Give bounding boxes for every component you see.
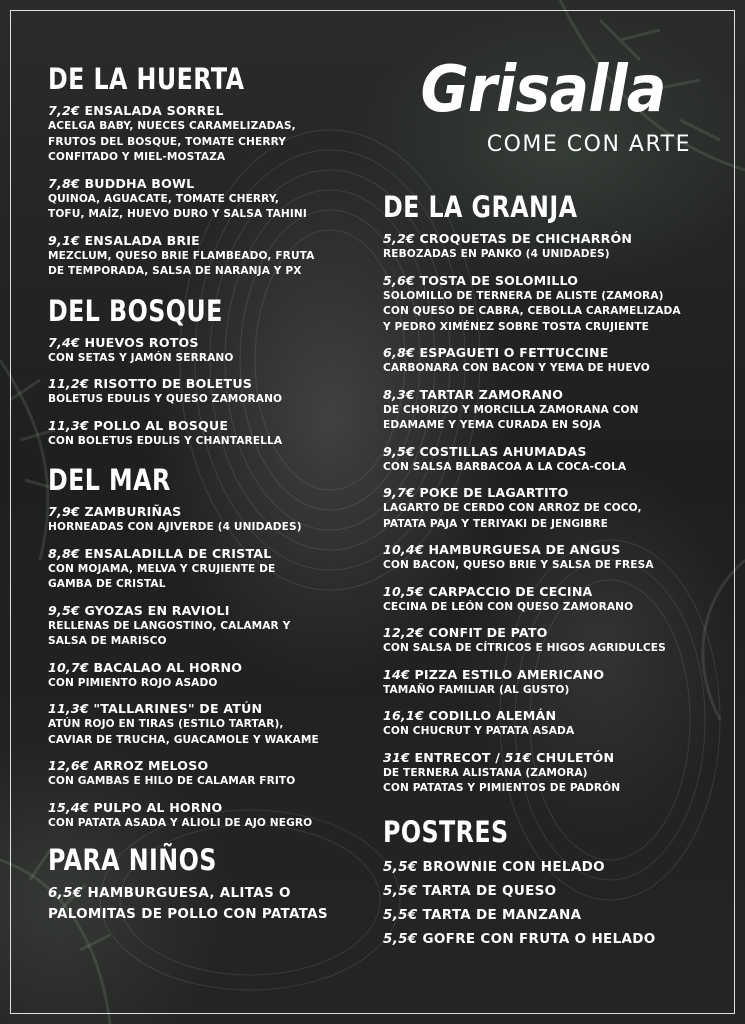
item-price: 5,5€ [383, 906, 418, 923]
item-description [383, 558, 713, 574]
menu-item [48, 602, 358, 650]
item-price: 10,7€ [48, 659, 89, 675]
item-price: 5,5€ [383, 882, 418, 899]
desc-line: MEZCLUM, QUESO BRIE FLAMBEADO, FRUTA [48, 249, 315, 262]
menu-item [383, 230, 713, 263]
item-name: HUEVOS ROTOS [84, 334, 199, 350]
item-name: PULPO AL HORNO [93, 799, 223, 815]
item-description [383, 247, 713, 263]
desc-line: CON PATATA ASADA Y ALIOLI DE AJO NEGRO [48, 816, 313, 829]
menu-item [48, 503, 358, 536]
desc-line: CON SALSA BARBACOA A LA COCA-COLA [383, 460, 627, 473]
item-price: 7,9€ [48, 504, 80, 519]
item-name: POLLO AL BOSQUE [93, 417, 229, 433]
item-name: ENTRECOT / [414, 749, 501, 765]
item-name: RISOTTO DE BOLETUS [93, 376, 253, 391]
menu-item [383, 443, 713, 476]
item-description [383, 724, 713, 740]
item-description [48, 816, 358, 832]
item-name: HAMBURGUESA, ALITAS O [87, 885, 291, 901]
item-name: CROQUETAS DE CHICHARRÓN [419, 231, 633, 246]
desc-line: SOLOMILLO DE TERNERA DE ALISTE (ZAMORA) [383, 289, 664, 302]
item-price: 12,2€ [383, 625, 424, 640]
item-price-2: 51€ [504, 749, 532, 765]
desc-line: TOFU, MAÍZ, HUEVO DURO Y SALSA TAHINI [48, 208, 307, 220]
item-description [48, 676, 358, 692]
item-description [48, 249, 358, 280]
item-price: 10,4€ [383, 542, 424, 557]
brand-logo [383, 53, 703, 168]
item-description [383, 683, 713, 699]
item-price: 5,6€ [383, 272, 415, 288]
desc-line: ACELGA BABY, NUECES CARAMELIZADAS, [48, 120, 296, 132]
desc-line: LAGARTO DE CERDO CON ARROZ DE COCO, [383, 502, 642, 514]
section-bosque [48, 294, 358, 450]
dessert-item [383, 927, 713, 951]
desc-line: DE TERNERA ALISTANA (ZAMORA) [383, 766, 588, 779]
item-name: HAMBURGUESA DE ANGUS [428, 542, 621, 557]
menu-item [383, 484, 713, 532]
item-description [383, 600, 713, 616]
item-name: "TALLARINES" DE ATÚN [93, 701, 263, 716]
menu-item [48, 757, 358, 790]
menu-item [383, 386, 713, 434]
item-price: 15,4€ [48, 799, 89, 815]
kids-item-line: PALOMITAS DE POLLO CON PATATAS [48, 906, 328, 922]
menu-item [48, 334, 358, 367]
item-name: TOSTA DE SOLOMILLO [419, 272, 579, 288]
item-description [383, 766, 713, 797]
desc-line: DE TEMPORADA, SALSA DE NARANJA Y PX [48, 265, 302, 277]
desc-line: CON CHUCRUT Y PATATA ASADA [383, 725, 575, 737]
menu-item [48, 700, 358, 748]
item-description [48, 434, 358, 450]
menu-item [383, 344, 713, 377]
item-name: ENSALADILLA DE CRISTAL [84, 545, 272, 561]
desc-line: Y PEDRO XIMÉNEZ SOBRE TOSTA CRUJIENTE [383, 320, 649, 333]
item-description [48, 619, 358, 650]
item-description [48, 774, 358, 790]
item-price: 6,5€ [48, 885, 83, 901]
section-granja [383, 190, 713, 797]
dessert-item [383, 879, 713, 903]
desc-line: CON BOLETUS EDULIS Y CHANTARELLA [48, 434, 283, 447]
desc-line: SALSA DE MARISCO [48, 635, 167, 647]
menu-item [383, 583, 713, 616]
item-description [48, 119, 358, 166]
desc-line: CON MOJAMA, MELVA Y CRUJIENTE DE [48, 562, 276, 575]
section-title: DE LA HUERTA [48, 62, 245, 96]
item-price: 5,5€ [383, 930, 418, 947]
menu-item [383, 624, 713, 657]
item-description [383, 641, 713, 657]
desc-line: CON PATATAS Y PIMIENTOS DE PADRÓN [383, 782, 621, 794]
kids-item [48, 883, 358, 904]
desc-line: CECINA DE LEÓN CON QUESO ZAMORANO [383, 600, 634, 613]
item-name: POKE DE LAGARTITO [419, 485, 569, 500]
section-title: DEL BOSQUE [48, 293, 223, 328]
item-price: 7,2€ [48, 103, 80, 118]
item-name: TARTA DE QUESO [422, 882, 557, 899]
item-price: 9,5€ [48, 602, 80, 618]
item-price: 12,6€ [48, 758, 89, 773]
section-ninos [48, 843, 358, 925]
item-price: 9,5€ [383, 443, 415, 459]
section-huerta [48, 62, 358, 280]
item-price: 14€ [383, 666, 410, 682]
item-name: GOFRE CON FRUTA O HELADO [422, 930, 656, 947]
desc-line: CAVIAR DE TRUCHA, GUACAMOLE Y WAKAME [48, 733, 319, 746]
section-postres [383, 815, 713, 951]
desc-line: CONFITADO Y MIEL-MOSTAZA [48, 151, 226, 163]
desc-line: QUINOA, AGUACATE, TOMATE CHERRY, [48, 192, 279, 205]
item-name-2: CHULETÓN [536, 749, 615, 765]
desc-line: EDAMAME Y YEMA CURADA EN SOJA [383, 419, 602, 431]
item-price: 11,3€ [48, 701, 89, 716]
brand-tagline: COME CON ARTE [486, 132, 691, 157]
desc-line: BOLETUS EDULIS Y QUESO ZAMORANO [48, 393, 283, 405]
item-name: GYOZAS EN RAVIOLI [84, 602, 230, 618]
desc-line: TAMAÑO FAMILIAR (AL GUSTO) [383, 683, 570, 696]
menu-item [48, 545, 358, 593]
desc-line: CON PIMIENTO ROJO ASADO [48, 676, 218, 689]
item-name: ENSALADA SORREL [84, 103, 224, 118]
item-price: 10,5€ [383, 583, 424, 599]
desc-line: ATÚN ROJO EN TIRAS (ESTILO TARTAR), [48, 718, 284, 730]
desc-line: CON GAMBAS E HILO DE CALAMAR FRITO [48, 775, 296, 787]
right-column [383, 190, 713, 951]
item-price: 5,5€ [383, 858, 418, 875]
menu-item [48, 175, 358, 223]
item-description [383, 403, 713, 434]
item-name: ESPAGUETI O FETTUCCINE [419, 345, 609, 360]
desc-line: PATATA PAJA Y TERIYAKI DE JENGIBRE [383, 517, 608, 530]
item-price: 16,1€ [383, 708, 424, 723]
desc-line: GAMBA DE CRISTAL [48, 578, 166, 590]
menu-item [383, 666, 713, 699]
section-title: PARA NIÑOS [48, 843, 217, 877]
dessert-item [383, 903, 713, 927]
item-price: 6,8€ [383, 345, 415, 360]
desc-line: CARBONARA CON BACON Y YEMA DE HUEVO [383, 362, 650, 374]
item-price: 31€ [383, 749, 410, 765]
menu-item [48, 799, 358, 832]
item-price: 8,3€ [383, 386, 415, 402]
menu-item [383, 272, 713, 336]
item-price: 5,2€ [383, 231, 415, 246]
item-name: CODILLO ALEMÁN [428, 708, 557, 723]
item-description [48, 520, 358, 536]
item-price: 8,8€ [48, 545, 80, 561]
item-name: BROWNIE CON HELADO [422, 858, 605, 875]
item-description [383, 289, 713, 336]
desc-line: RELLENAS DE LANGOSTINO, CALAMAR Y [48, 619, 291, 632]
item-name: BACALAO AL HORNO [93, 659, 243, 675]
section-title: DE LA GRANJA [383, 190, 578, 224]
menu-item [48, 232, 358, 280]
item-name: TARTAR ZAMORANO [419, 386, 564, 402]
item-name: ENSALADA BRIE [84, 232, 200, 248]
item-price: 11,3€ [48, 417, 89, 433]
item-price: 9,7€ [383, 485, 415, 500]
item-name: CONFIT DE PATO [428, 625, 548, 640]
section-title: DEL MAR [48, 463, 171, 497]
menu-item [383, 749, 713, 797]
item-price: 7,4€ [48, 334, 80, 350]
section-title: POSTRES [383, 814, 509, 849]
item-description [48, 562, 358, 593]
item-description [383, 460, 713, 476]
item-name: BUDDHA BOWL [84, 175, 195, 191]
item-description [48, 392, 358, 408]
left-column [48, 62, 358, 925]
item-name: CARPACCIO DE CECINA [428, 583, 593, 599]
item-price: 9,1€ [48, 232, 80, 248]
menu-item [383, 541, 713, 574]
desc-line: CON SETAS Y JAMÓN SERRANO [48, 351, 234, 364]
item-description [48, 351, 358, 367]
desc-line: DE CHORIZO Y MORCILLA ZAMORANA CON [383, 403, 639, 416]
menu-item [48, 102, 358, 166]
desc-line: HORNEADAS CON AJIVERDE (4 UNIDADES) [48, 521, 302, 533]
item-description [383, 361, 713, 377]
desc-line: FRUTOS DEL BOSQUE, TOMATE CHERRY [48, 135, 287, 148]
menu-item [383, 707, 713, 740]
item-name: COSTILLAS AHUMADAS [419, 443, 587, 459]
item-name: TARTA DE MANZANA [422, 906, 582, 923]
item-description [48, 717, 358, 748]
item-description [48, 192, 358, 223]
brand-name: Grisalla [420, 53, 666, 127]
section-mar [48, 463, 358, 831]
item-description [383, 501, 713, 532]
item-price: 7,8€ [48, 175, 80, 191]
dessert-item [383, 855, 713, 879]
item-name: PIZZA ESTILO AMERICANO [414, 666, 605, 682]
item-name: ARROZ MELOSO [93, 758, 209, 773]
desc-line: CON QUESO DE CABRA, CEBOLLA CARAMELIZADA [383, 305, 681, 317]
desc-line: REBOZADAS EN PANKO (4 UNIDADES) [383, 248, 610, 260]
item-name: ZAMBURIÑAS [84, 504, 182, 519]
menu-item [48, 659, 358, 692]
menu-item [48, 417, 358, 450]
menu-item [48, 375, 358, 408]
desc-line: CON BACON, QUESO BRIE Y SALSA DE FRESA [383, 559, 654, 571]
item-price: 11,2€ [48, 376, 89, 391]
desc-line: CON SALSA DE CÍTRICOS E HIGOS AGRIDULCES [383, 642, 666, 654]
